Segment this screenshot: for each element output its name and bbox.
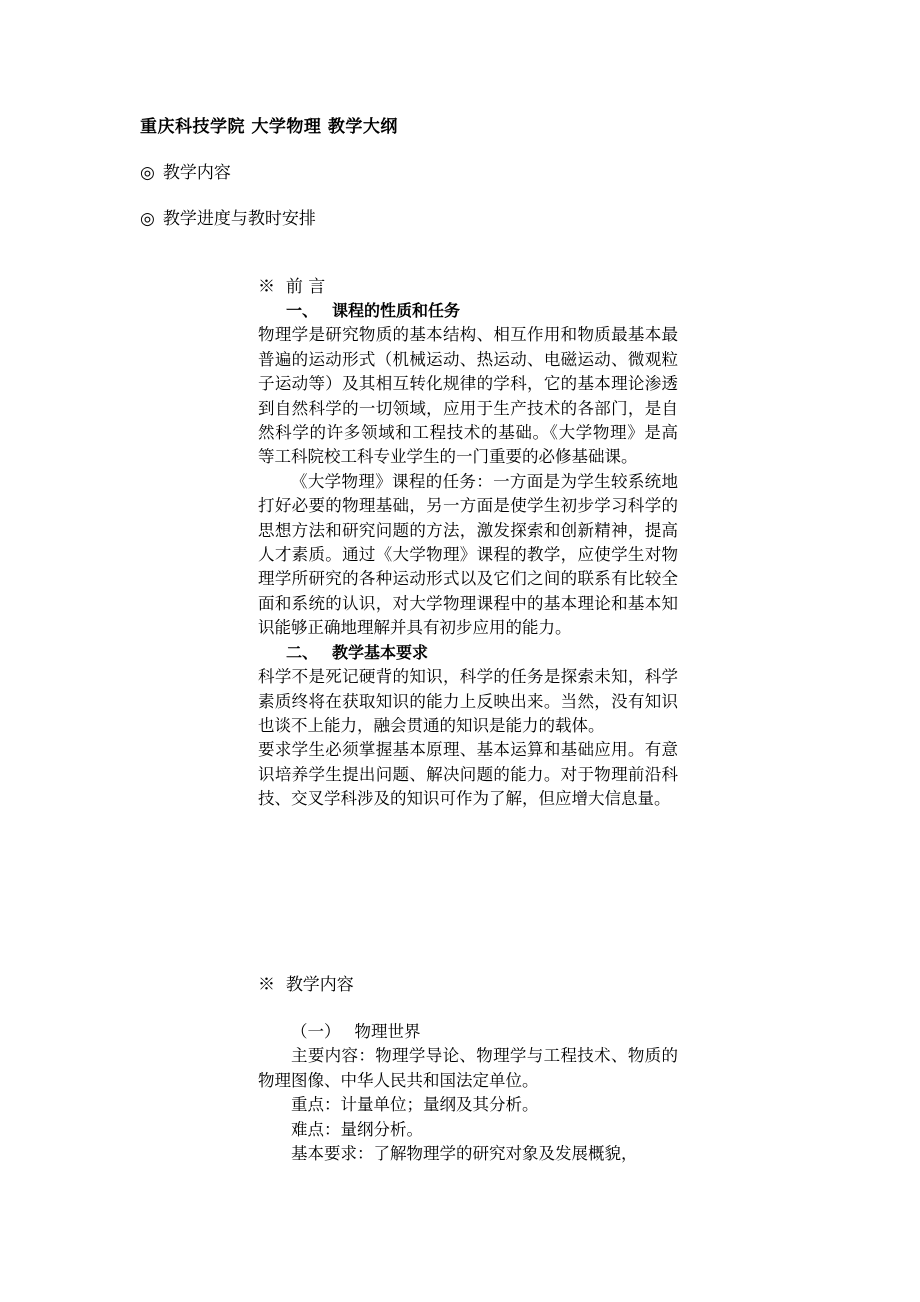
document-title: 重庆科技学院 大学物理 教学大纲 — [140, 117, 398, 137]
preface-title-line — [258, 274, 678, 300]
section-number: 一、 — [286, 301, 319, 320]
paragraph-course-tasks: 《大学物理》课程的任务：一方面是为学生较系统地打好必要的物理基础，另一方面是使学生初步学习科学的思想方法和研究问题的方法，激发探索和创新精神，提高人才素质。通过《大学物理》课程的教学，应使学生对物理学所研究的各种运动形式以及它们之间的联系有比较全面和系统的认识，对大学物理课程中的基本理论和基本知识能够正确地理解并具有初步应用的能力。 — [258, 471, 678, 638]
preface-title: 前 言 — [285, 277, 326, 297]
content-title-line — [258, 972, 678, 998]
reference-mark-icon: ※ — [258, 277, 275, 297]
toc-link-schedule[interactable] — [140, 204, 316, 229]
section-heading-basic-requirements — [258, 641, 678, 665]
paragraph-course-nature: 物理学是研究物质的基本结构、相互作用和物质最基本最普遍的运动形式（机械运动、热运动、电磁运动、微观粒子运动等）及其相互转化规律的学科，它的基本理论渗透到自然科学的一切领域，应用于生产技术的各部门，是自然科学的许多领域和工程技术的基础。《大学物理》是高等工科院校工科专业学生的一门重要的必修基础课。 — [258, 325, 678, 467]
toc-link-label: 教学内容 — [162, 163, 231, 183]
content-title: 教学内容 — [285, 975, 354, 995]
toc-link-teaching-content[interactable] — [140, 158, 231, 183]
reference-mark-icon: ※ — [258, 975, 275, 995]
toc-bullet-icon: ◎ — [140, 209, 155, 229]
section-heading-text: 课程的性质和任务 — [332, 301, 461, 320]
chapter-difficulty: 难点：量纲分析。 — [291, 1119, 423, 1139]
paragraph-science-knowledge: 科学不是死记硬背的知识，科学的任务是探索未知，科学素质终将在获取知识的能力上反映出来。当然，没有知识也谈不上能力，融会贯通的知识是能力的载体。 — [258, 667, 678, 735]
section-number: 二、 — [286, 642, 319, 662]
chapter-title — [258, 1020, 678, 1044]
chapter-title-text: 物理世界 — [354, 1022, 421, 1041]
section-heading-text: 教学基本要求 — [332, 642, 429, 662]
preface-section — [258, 274, 678, 812]
section-heading-nature-tasks — [258, 299, 678, 323]
paragraph-student-requirements: 要求学生必须掌握基本原理、基本运算和基础应用。有意识培养学生提出问题、解决问题的能力。对于物理前沿科技、交叉学科涉及的知识可作为了解，但应增大信息量。 — [258, 740, 678, 809]
toc-bullet-icon: ◎ — [140, 163, 155, 183]
chapter-main-content: 主要内容：物理学导论、物理学与工程技术、物质的物理图像、中华人民共和国法定单位。 — [258, 1046, 678, 1090]
chapter-basic-requirements: 基本要求：了解物理学的研究对象及发展概貌， — [291, 1144, 638, 1164]
chapter-key-points: 重点：计量单位；量纲及其分析。 — [291, 1095, 539, 1115]
toc-link-label: 教学进度与教时安排 — [162, 209, 316, 229]
chapter-number: （一） — [291, 1022, 341, 1041]
teaching-content-section — [258, 972, 678, 1166]
